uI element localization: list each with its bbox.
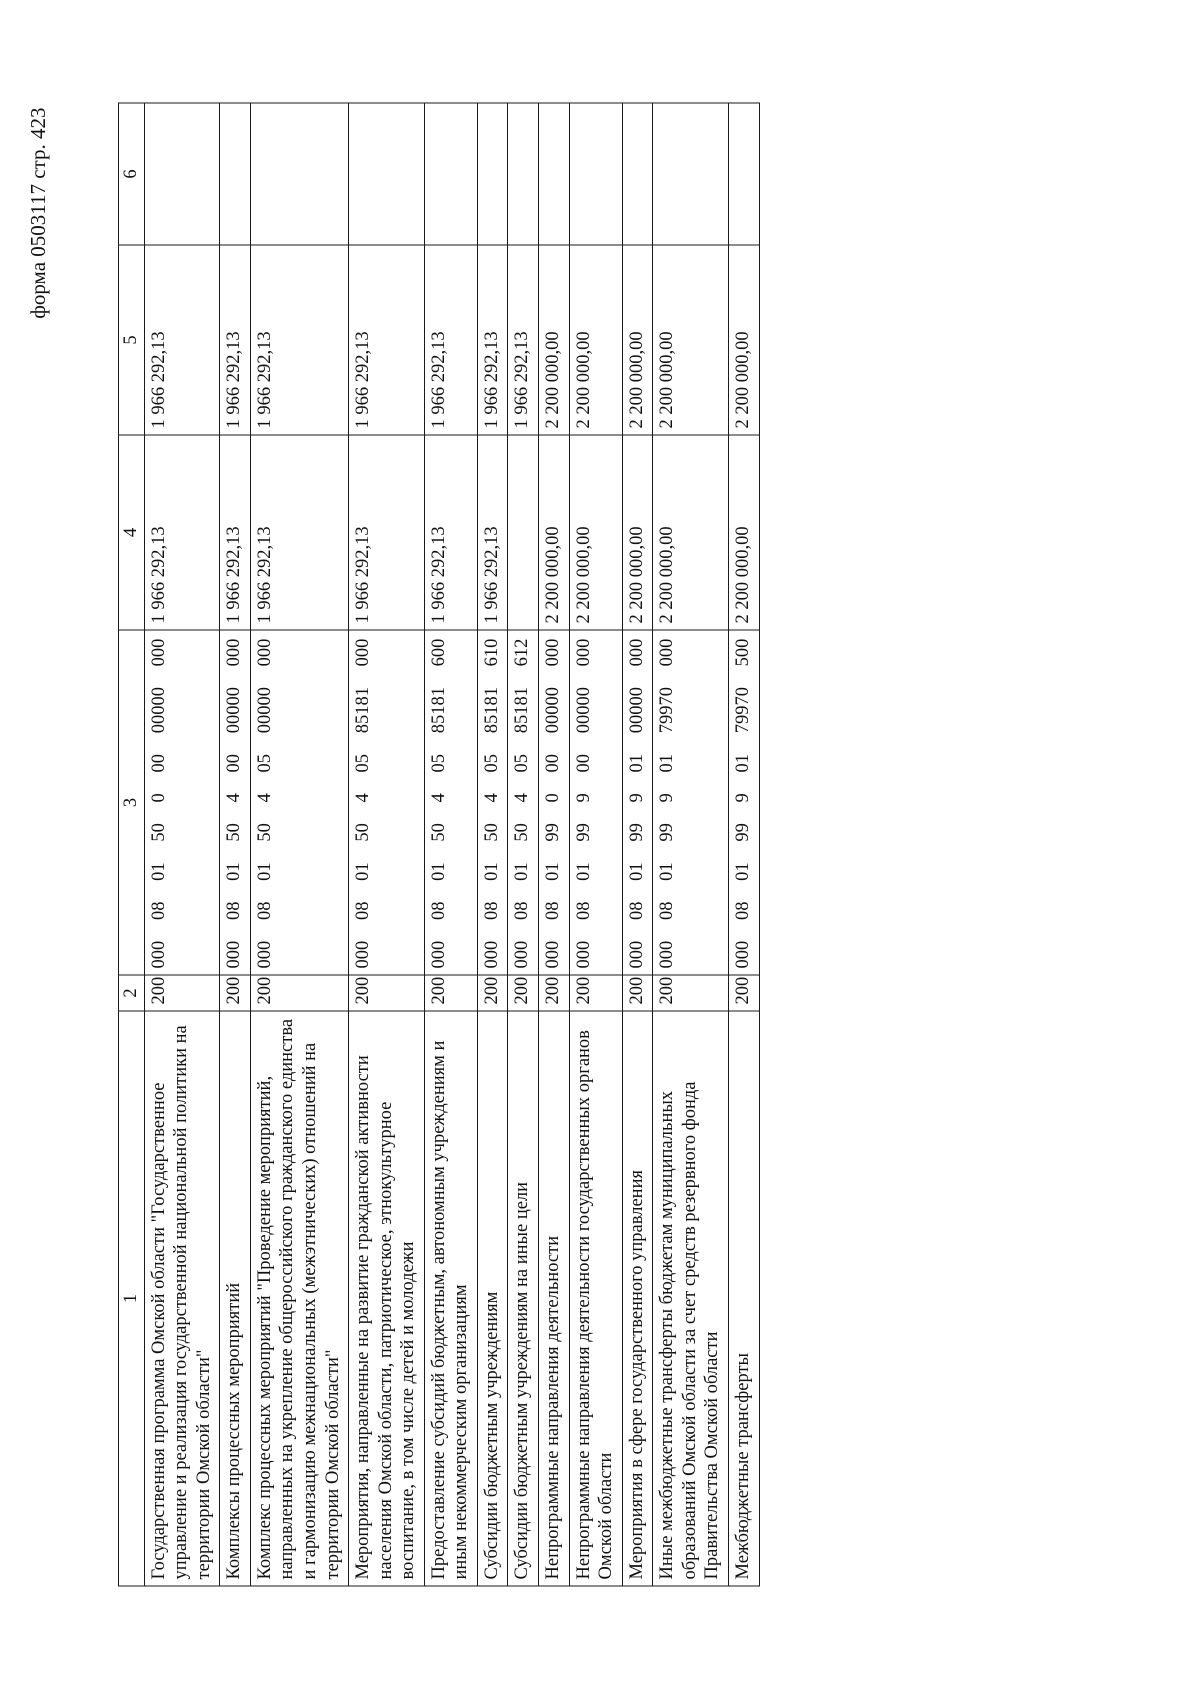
code-segment: 00 [573,753,594,773]
code-segment: 9 [657,793,678,803]
column-header-1: 1 [119,1011,145,1586]
code-segment: 00000 [573,687,594,734]
executed-amount: 2 200 000,00 [539,245,570,435]
executed-amount: 1 966 292,13 [349,245,425,435]
column-header-6: 6 [119,103,145,245]
code-segment: 85181 [353,687,374,734]
table-row [728,103,759,1586]
row-name: Межбюджетные трансферты [728,1011,759,1586]
budget-classification-code [477,630,508,975]
form-page-label: форма 0503117 стр. 423 [26,107,50,319]
approved-amount: 2 200 000,00 [728,435,759,630]
row-name: Мероприятия в сфере государственного управления [622,1011,653,1586]
code-segment: 4 [254,793,275,803]
code-segment: 50 [254,823,275,842]
table-row [144,103,220,1586]
row-name: Комплексы процессных мероприятий [220,1011,251,1586]
executed-amount: 1 966 292,13 [250,245,348,435]
line-code: 200 [508,975,539,1011]
approved-amount: 1 966 292,13 [477,435,508,630]
code-segment: 01 [481,862,502,881]
code-segment: 0 [543,793,563,803]
code-segment: 000 [481,940,502,969]
table-row [349,103,425,1586]
table-row [424,103,477,1586]
code-segment: 99 [573,823,594,842]
budget-classification-code [349,630,425,975]
code-segment: 000 [657,638,678,667]
row-name: Субсидии бюджетным учреждениям [477,1011,508,1586]
line-code: 200 [144,975,220,1011]
code-segment: 000 [224,940,245,969]
budget-classification-code [144,630,220,975]
line-code: 200 [250,975,348,1011]
executed-amount: 2 200 000,00 [728,245,759,435]
budget-classification-code [424,630,477,975]
executed-amount: 2 200 000,00 [622,245,653,435]
budget-classification-code [569,630,622,975]
code-segment: 01 [148,862,169,881]
code-segment: 08 [512,901,533,921]
budget-classification-code [622,630,653,975]
code-segment: 01 [732,753,753,773]
budget-classification-code [539,630,570,975]
line-code: 200 [539,975,570,1011]
unexecuted-amount [569,103,622,245]
executed-amount: 2 200 000,00 [653,245,729,435]
unexecuted-amount [349,103,425,245]
code-segment: 01 [428,862,449,881]
budget-classification-code [250,630,348,975]
code-segment: 000 [573,940,594,969]
line-code: 200 [653,975,729,1011]
row-name: Комплекс процессных мероприятий "Проведение мероприятий, направленных на укрепление общероссийского гражданского единства и гармонизацию межнациональных (межэтнических) отношений на территории Омской области" [250,1011,348,1586]
executed-amount: 1 966 292,13 [508,245,539,435]
approved-amount: 1 966 292,13 [349,435,425,630]
code-segment: 50 [224,823,245,842]
code-segment: 610 [481,638,502,667]
budget-classification-code [220,630,251,975]
code-segment: 000 [626,638,647,667]
code-segment: 08 [353,901,374,921]
column-header-5: 5 [119,245,145,435]
code-segment: 000 [254,638,275,667]
code-segment: 79970 [732,687,753,734]
line-code: 200 [728,975,759,1011]
unexecuted-amount [539,103,570,245]
code-segment: 000 [512,940,533,969]
approved-amount: 1 966 292,13 [220,435,251,630]
code-segment: 000 [254,940,275,969]
code-segment: 05 [428,753,449,773]
code-segment: 000 [353,638,374,667]
code-segment: 00000 [254,687,275,734]
code-segment: 000 [657,940,678,969]
table-row [220,103,251,1586]
unexecuted-amount [508,103,539,245]
code-segment: 50 [353,823,374,842]
code-segment: 01 [732,862,753,881]
approved-amount: 1 966 292,13 [424,435,477,630]
unexecuted-amount [728,103,759,245]
executed-amount: 1 966 292,13 [144,245,220,435]
executed-amount: 2 200 000,00 [569,245,622,435]
table-body [144,103,759,1586]
code-segment: 08 [543,901,563,921]
executed-amount: 1 966 292,13 [220,245,251,435]
code-segment: 01 [254,862,275,881]
code-segment: 4 [428,793,449,803]
code-segment: 612 [512,638,533,667]
table-row [569,103,622,1586]
code-segment: 500 [732,638,753,667]
code-segment: 000 [573,638,594,667]
code-segment: 000 [543,940,563,969]
table-row [477,103,508,1586]
row-name: Иные межбюджетные трансферты бюджетам муниципальных образований Омской области за счет средств резервного фонда Правительства Омской области [653,1011,729,1586]
line-code: 200 [622,975,653,1011]
code-segment: 9 [626,793,647,803]
row-name: Мероприятия, направленные на развитие гражданской активности населения Омской области, патриотическое, этнокультурное воспитание, в том числе детей и молодежи [349,1011,425,1586]
code-segment: 85181 [428,687,449,734]
budget-classification-code [508,630,539,975]
budget-classification-code [653,630,729,975]
code-segment: 50 [481,823,502,842]
line-code: 200 [424,975,477,1011]
code-segment: 00 [148,753,169,773]
code-segment: 01 [353,862,374,881]
approved-amount: 1 966 292,13 [144,435,220,630]
unexecuted-amount [622,103,653,245]
code-segment: 99 [732,823,753,842]
row-name: Субсидии бюджетным учреждениям на иные цели [508,1011,539,1586]
code-segment: 000 [626,940,647,969]
table-row [508,103,539,1586]
approved-amount: 2 200 000,00 [539,435,570,630]
line-code: 200 [349,975,425,1011]
code-segment: 0 [148,793,169,803]
code-segment: 01 [512,862,533,881]
code-segment: 01 [657,753,678,773]
code-segment: 4 [481,793,502,803]
code-segment: 01 [543,862,563,881]
code-segment: 50 [428,823,449,842]
table-row [539,103,570,1586]
row-name: Непрограммные направления деятельности [539,1011,570,1586]
code-segment: 01 [657,862,678,881]
code-segment: 85181 [481,687,502,734]
code-segment: 00000 [224,687,245,734]
unexecuted-amount [653,103,729,245]
code-segment: 00000 [543,687,563,734]
code-segment: 50 [512,823,533,842]
line-code: 200 [220,975,251,1011]
code-segment: 08 [481,901,502,921]
code-segment: 99 [626,823,647,842]
code-segment: 05 [254,753,275,773]
column-header-4: 4 [119,435,145,630]
code-segment: 01 [224,862,245,881]
unexecuted-amount [250,103,348,245]
code-segment: 79970 [657,687,678,734]
code-segment: 08 [657,901,678,921]
code-segment: 05 [512,753,533,773]
unexecuted-amount [477,103,508,245]
approved-amount: 2 200 000,00 [569,435,622,630]
code-segment: 000 [148,940,169,969]
code-segment: 08 [254,901,275,921]
column-header-2: 2 [119,975,145,1011]
code-segment: 01 [573,862,594,881]
unexecuted-amount [220,103,251,245]
line-code: 200 [569,975,622,1011]
approved-amount [508,435,539,630]
executed-amount: 1 966 292,13 [477,245,508,435]
code-segment: 08 [224,901,245,921]
code-segment: 05 [481,753,502,773]
code-segment: 9 [573,793,594,803]
code-segment: 000 [224,638,245,667]
code-segment: 4 [353,793,374,803]
approved-amount: 2 200 000,00 [653,435,729,630]
executed-amount: 1 966 292,13 [424,245,477,435]
code-segment: 00000 [626,687,647,734]
code-segment: 85181 [512,687,533,734]
code-segment: 600 [428,638,449,667]
code-segment: 01 [626,753,647,773]
table-row [250,103,348,1586]
table-row [622,103,653,1586]
table-row [653,103,729,1586]
row-name: Государственная программа Омской области "Государственное управление и реализация государственной национальной политики на территории Омской области" [144,1011,220,1586]
code-segment: 05 [353,753,374,773]
code-segment: 00 [224,753,245,773]
code-segment: 4 [224,793,245,803]
code-segment: 08 [626,901,647,921]
code-segment: 000 [428,940,449,969]
code-segment: 000 [543,638,563,667]
code-segment: 00000 [148,687,169,734]
code-segment: 99 [543,823,563,842]
code-segment: 99 [657,823,678,842]
column-number-row [119,103,145,1586]
row-name: Предоставление субсидий бюджетным, автономным учреждениям и иным некоммерческим организациям [424,1011,477,1586]
code-segment: 08 [148,901,169,921]
code-segment: 00 [543,753,563,773]
code-segment: 08 [732,901,753,921]
approved-amount: 1 966 292,13 [250,435,348,630]
code-segment: 4 [512,793,533,803]
row-name: Непрограммные направления деятельности государственных органов Омской области [569,1011,622,1586]
code-segment: 000 [148,638,169,667]
column-header-3: 3 [119,630,145,975]
code-segment: 01 [626,862,647,881]
code-segment: 9 [732,793,753,803]
line-code: 200 [477,975,508,1011]
budget-execution-table [118,103,760,1587]
budget-classification-code [728,630,759,975]
code-segment: 000 [732,940,753,969]
unexecuted-amount [144,103,220,245]
unexecuted-amount [424,103,477,245]
code-segment: 08 [573,901,594,921]
code-segment: 50 [148,823,169,842]
code-segment: 08 [428,901,449,921]
approved-amount: 2 200 000,00 [622,435,653,630]
code-segment: 000 [353,940,374,969]
